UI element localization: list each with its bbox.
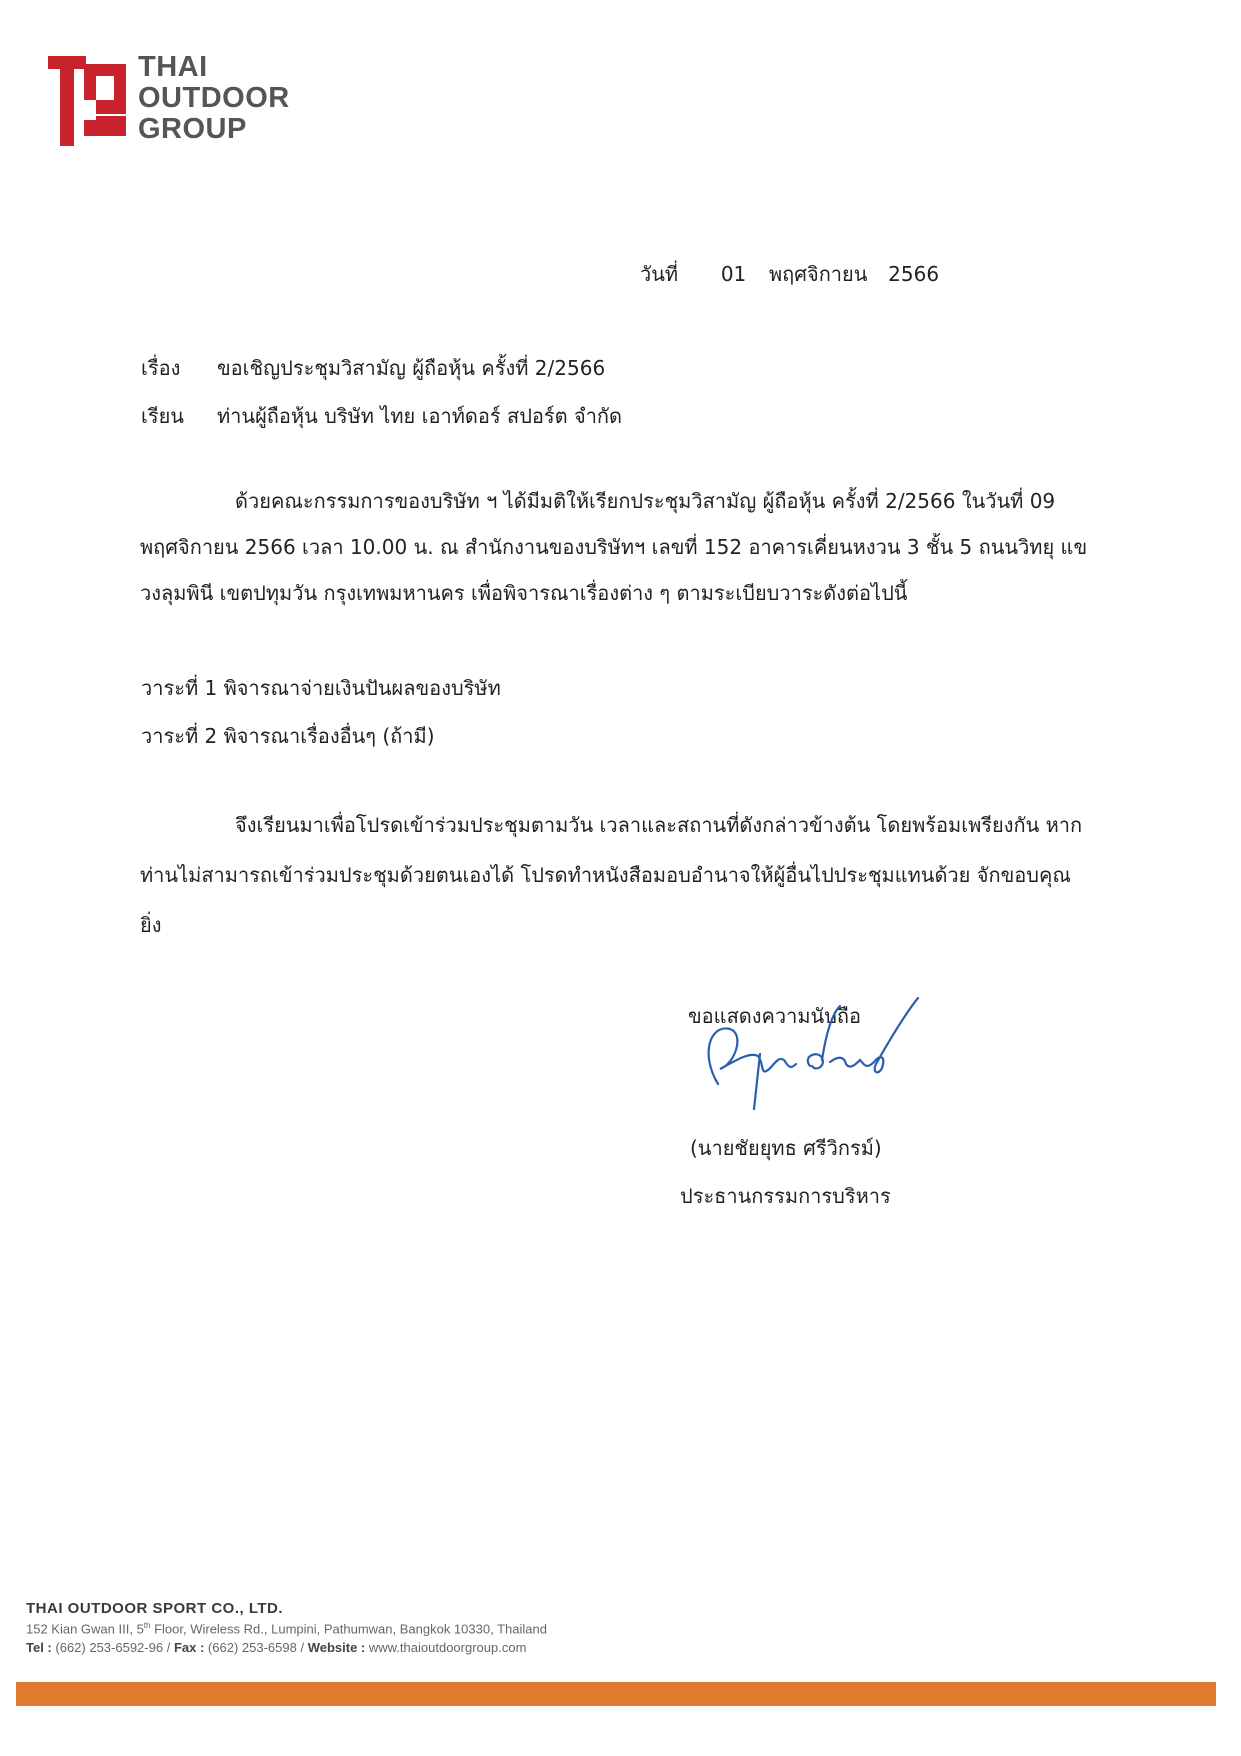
subject-line — [141, 352, 605, 384]
footer-orange-bar — [16, 1682, 1216, 1706]
date-year: 2566 — [888, 262, 940, 286]
website-label: Website : — [307, 1640, 366, 1655]
date-month: พฤศจิกายน — [768, 262, 868, 286]
fax-value: (662) 253-6598 — [207, 1640, 297, 1655]
footer-company-name: THAI OUTDOOR SPORT CO., LTD. — [26, 1600, 284, 1617]
agenda-item: วาระที่ 1 พิจารณาจ่ายเงินปันผลของบริษัท — [141, 676, 501, 700]
fax-label: Fax : — [173, 1640, 205, 1655]
logo-line: GROUP — [138, 113, 247, 145]
recipient-line — [141, 400, 622, 432]
logo-line: THAI — [138, 51, 208, 83]
subject-text: ขอเชิญประชุมวิสามัญ ผู้ถือหุ้น ครั้งที่ 2/2566 — [217, 356, 606, 380]
company-logo-icon — [48, 56, 126, 146]
address-part: 152 Kian Gwan III, 5 — [26, 1621, 144, 1637]
company-logo-text — [138, 52, 290, 145]
recipient-text: ท่านผู้ถือหุ้น บริษัท ไทย เอาท์ดอร์ สปอร์ต จำกัด — [217, 404, 623, 428]
footer-address — [26, 1621, 547, 1636]
date-label: วันที่ — [640, 262, 679, 286]
tel-label: Tel : — [26, 1640, 52, 1655]
invitation-paragraph — [140, 800, 1090, 950]
handwritten-signature — [690, 984, 920, 1114]
website-link[interactable]: www.thaioutdoorgroup.com — [368, 1640, 527, 1655]
letter-date — [640, 258, 939, 290]
logo-line: OUTDOOR — [138, 82, 290, 114]
agenda-item: วาระที่ 2 พิจารณาเรื่องอื่นๆ (ถ้ามี) — [141, 724, 435, 748]
signer-name: (นายชัยยุทธ ศรีวิกรม์) — [690, 1136, 882, 1160]
meeting-paragraph-text: ด้วยคณะกรรมการของบริษัท ฯ ได้มีมติให้เรียกประชุมวิสามัญ ผู้ถือหุ้น ครั้งที่ 2/2566 ในวันที่ 09 พฤศจิกายน 2566 เวลา 10.00 น. ณ สำนักงานของบริษัทฯ เลขที่ 152 อาคารเคี่ยนหงวน 3 ชั้น 5 ถนนวิทยุ แขวงลุมพินี เขตปทุมวัน กรุงเทพมหานคร เพื่อพิจารณาเรื่องต่าง ๆ ตามระเบียบวาระดังต่อไปนี้ — [140, 489, 1088, 605]
invitation-paragraph-text: จึงเรียนมาเพื่อโปรดเข้าร่วมประชุมตามวัน เวลาและสถานที่ดังกล่าวข้างต้น โดยพร้อมเพรียงกัน หากท่านไม่สามารถเข้าร่วมประชุมด้วยตนเองได้ โปรดทำหนังสือมอบอำนาจให้ผู้อื่นไปประชุมแทนด้วย จักขอบคุณยิ่ง — [140, 813, 1083, 937]
address-part: Floor, Wireless Rd., Lumpini, Pathumwan, Bangkok 10330, Thailand — [150, 1621, 547, 1637]
signer-position: ประธานกรรมการบริหาร — [680, 1184, 891, 1208]
date-day: 01 — [720, 262, 747, 286]
tel-value: (662) 253-6592-96 — [55, 1640, 164, 1655]
address-superscript: th — [143, 1621, 151, 1630]
meeting-paragraph — [140, 478, 1090, 616]
footer-contact: Tel : (662) 253-6592-96 / Fax : (662) 253-6598 / Website : www.thaioutdoorgroup.com — [26, 1640, 527, 1655]
closing-salutation: ขอแสดงความนับถือ — [688, 1004, 862, 1028]
recipient-label: เรียน — [141, 404, 184, 428]
subject-label: เรื่อง — [141, 356, 181, 380]
